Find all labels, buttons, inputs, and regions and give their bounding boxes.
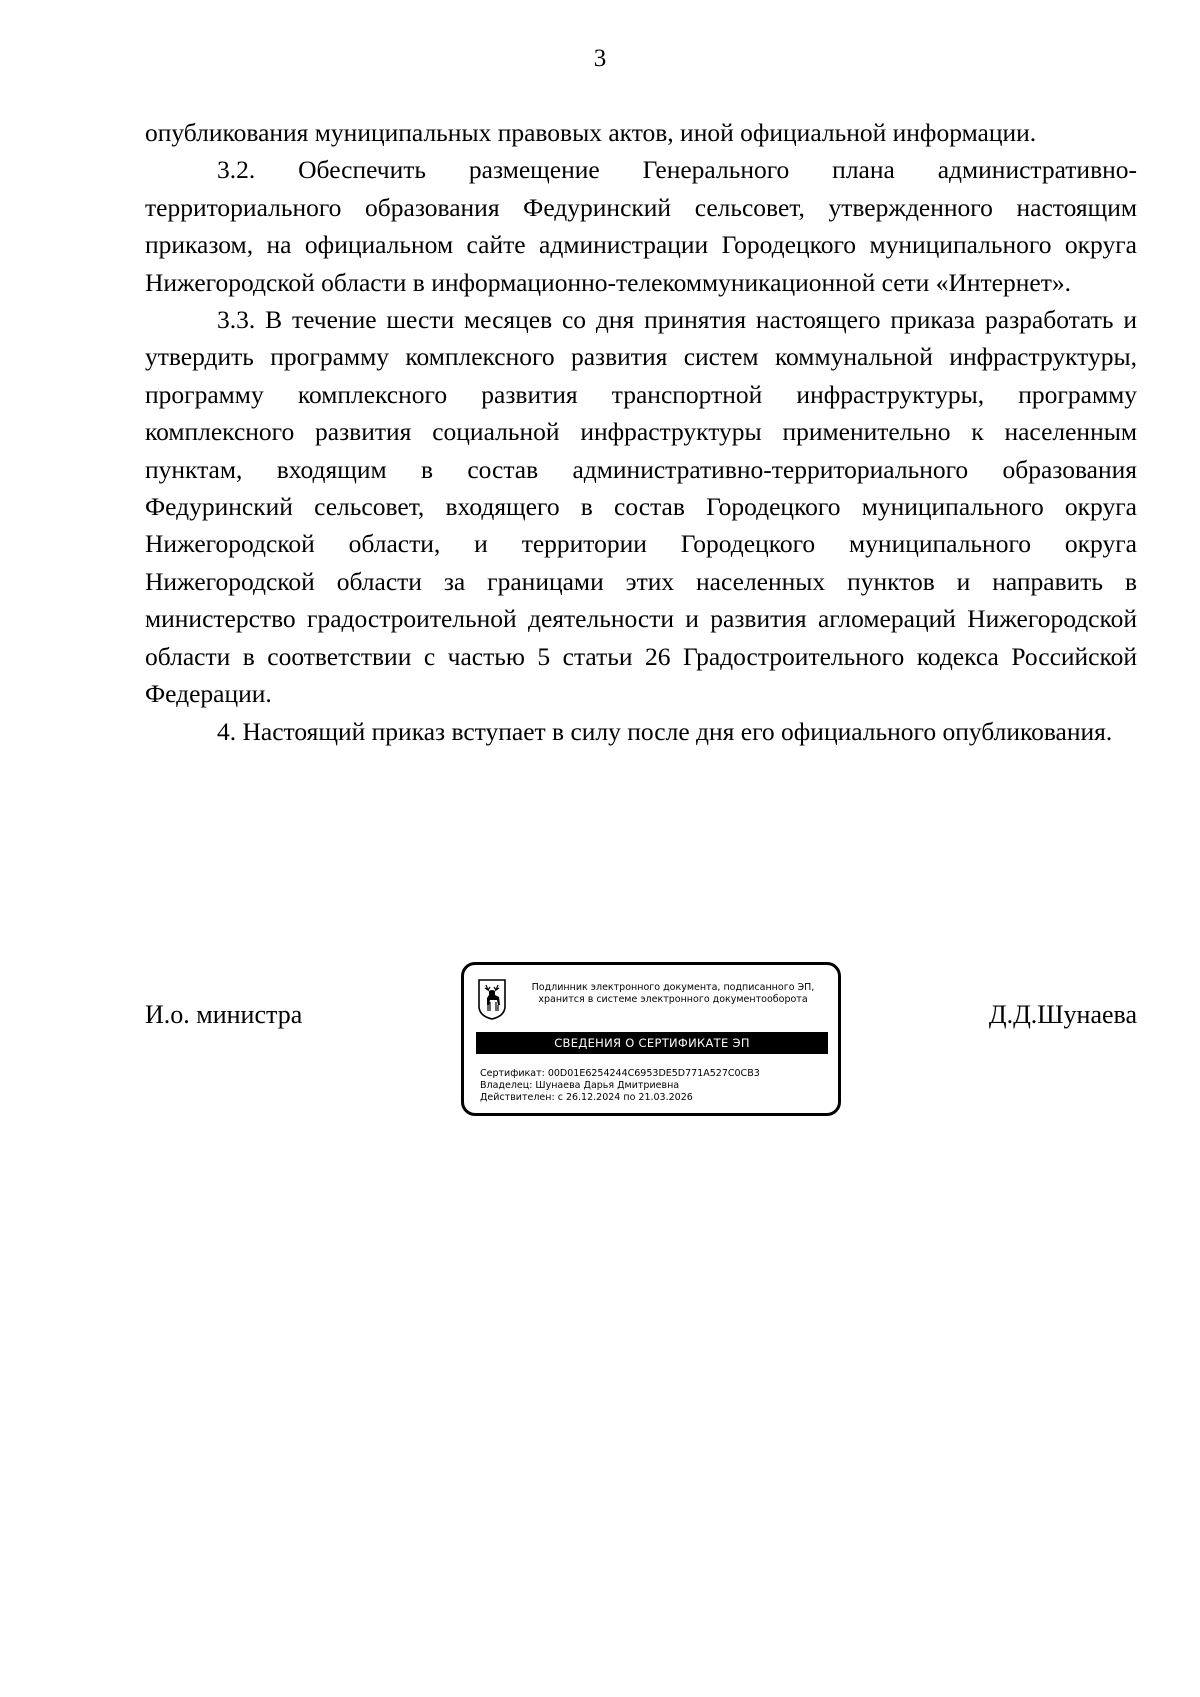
stamp-header-line: Подлинник электронного документа, подписанного ЭП, <box>531 982 815 993</box>
certificate-details <box>480 1068 760 1104</box>
stamp-header-line: хранится в системе электронного документооборота <box>538 994 808 1005</box>
certificate-owner: Владелец: Шунаева Дарья Дмитриевна <box>480 1080 680 1091</box>
page-number: 3 <box>593 45 607 72</box>
paragraph-3-3: 3.3. В течение шести месяцев со дня принятия настоящего приказа разработать и утвердить программу комплексного развития систем коммунальной инфраструктуры, программу комплексного развития транспортной инфраструктуры, программу комплексного развития социальной инфраструктуры применительно к населенным пунктам, входящим в состав административно-территориального образования Федуринский сельсовет, входящего в состав Городецкого муниципального округа Нижегородской области, и территории Городецкого муниципального округа Нижегородской области за границами этих населенных пунктов и направить в министерство градостроительной деятельности и развития агломераций Нижегородской области в соответствии с частью 5 статьи 26 Градостроительного кодекса Российской Федерации. <box>145 305 1137 709</box>
nizhny-novgorod-deer-emblem-icon <box>477 978 507 1020</box>
paragraph-3-2: 3.2. Обеспечить размещение Генерального плана административно-территориального образования Федуринский сельсовет, утвержденного настоящим приказом, на официальном сайте администрации Городецкого муниципального округа Нижегородской области в информационно-телекоммуникационной сети «Интернет». <box>145 155 1137 297</box>
signature-block <box>145 958 1137 1128</box>
paragraph-4: 4. Настоящий приказ вступает в силу после дня его официального опубликования. <box>217 716 1113 746</box>
paragraph-continuation: опубликования муниципальных правовых актов, иной официальной информации. <box>145 118 1037 147</box>
electronic-signature-stamp <box>461 962 841 1116</box>
signer-position: И.о. министра <box>145 1000 303 1029</box>
stamp-header <box>508 982 838 1006</box>
certificate-info-bar: СВЕДЕНИЯ О СЕРТИФИКАТЕ ЭП <box>476 1032 828 1054</box>
document-body <box>145 114 1137 750</box>
certificate-number: Сертификат: 00D01E6254244C6953DE5D771A527C0CB3 <box>480 1068 760 1079</box>
signer-name: Д.Д.Шунаева <box>988 1000 1137 1029</box>
certificate-validity: Действителен: с 26.12.2024 по 21.03.2026 <box>480 1092 693 1103</box>
